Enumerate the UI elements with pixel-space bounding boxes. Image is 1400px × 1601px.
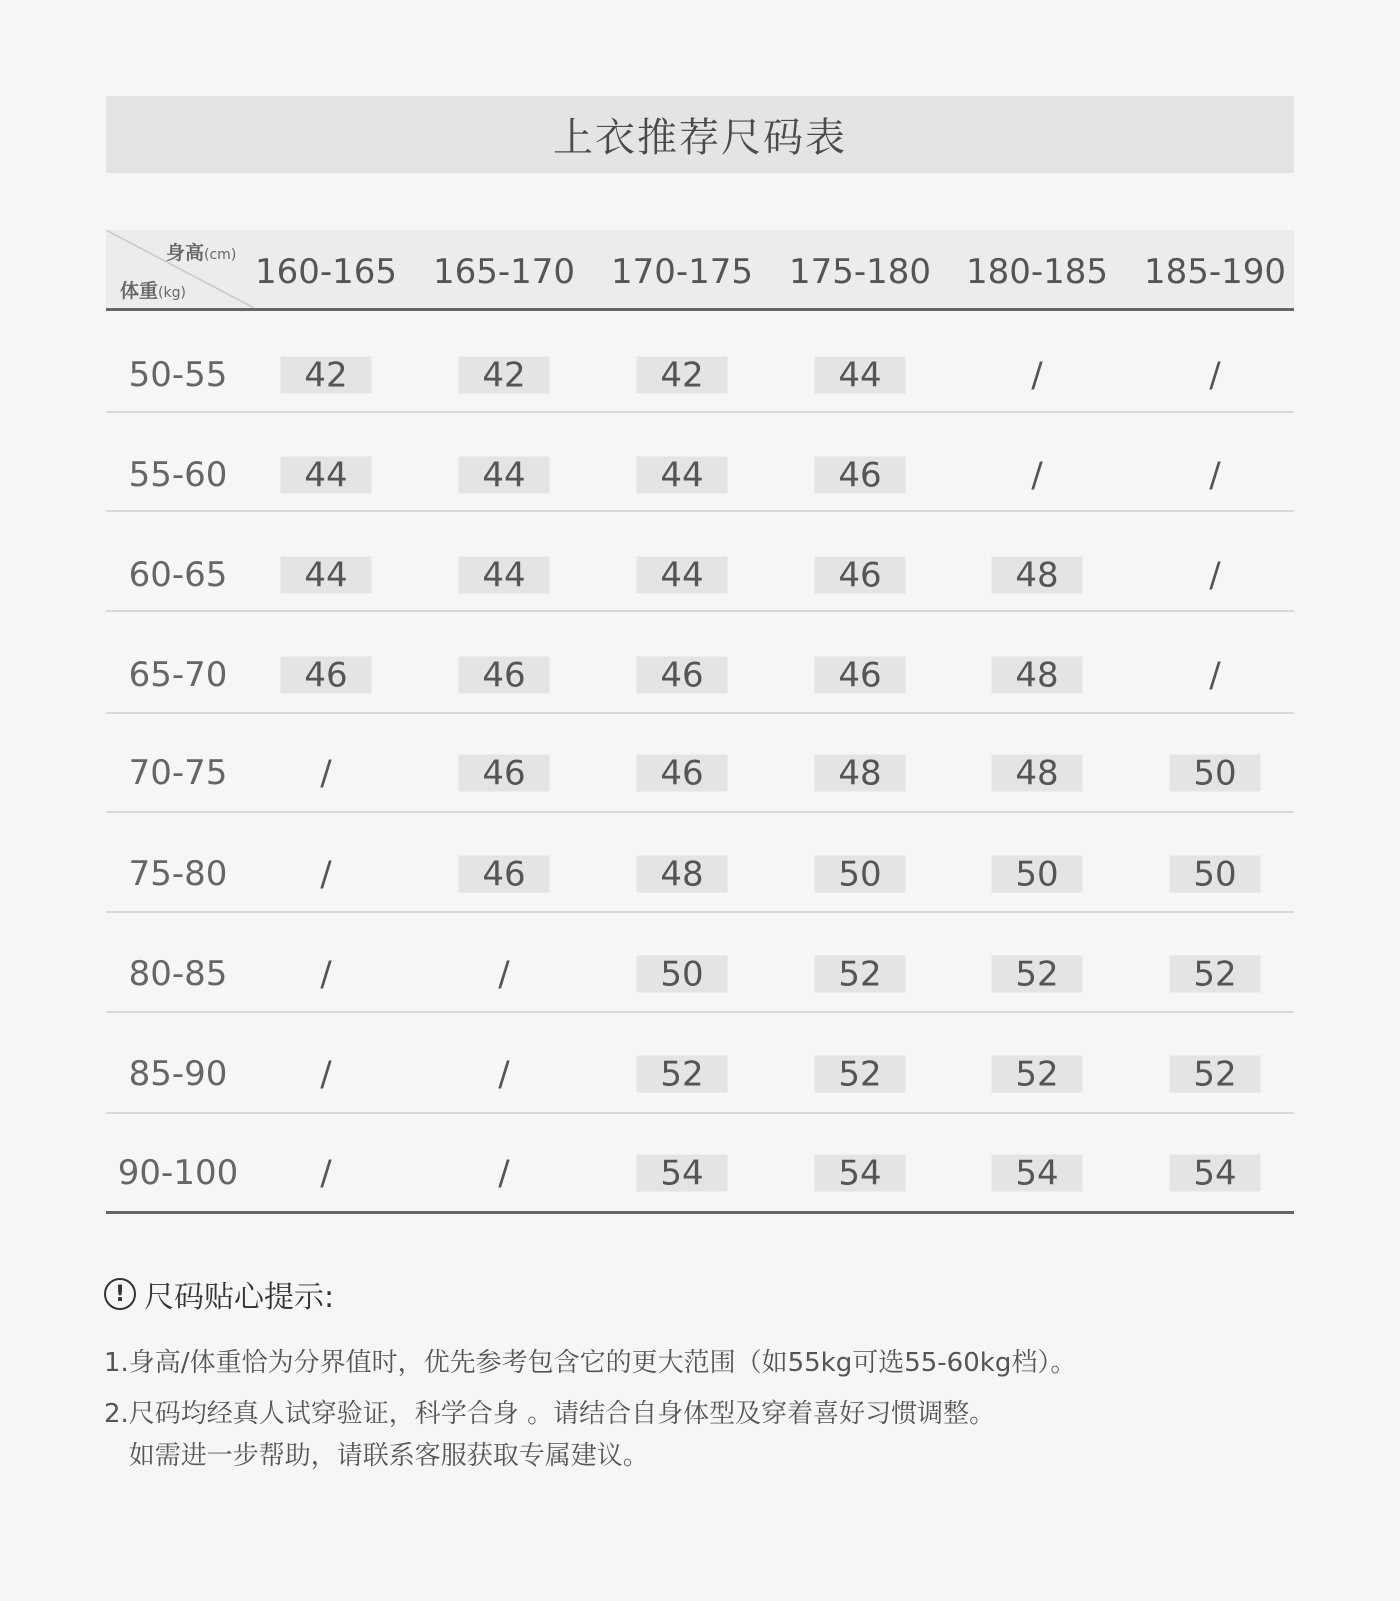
row-divider [106,1011,1294,1013]
row-divider [106,510,1294,512]
column-header-height: 175-180 [788,252,932,292]
height-label-text: 身高 [166,242,205,264]
size-cell: 54 [992,1155,1083,1192]
tip-line-2: 2.尺码均经真人试穿验证，科学合身 。请结合自身体型及穿着喜好习惯调整。 [104,1399,996,1429]
weight-unit: (kg) [158,285,186,301]
size-cell: 48 [992,755,1083,792]
row-header-weight: 80-85 [128,954,228,994]
page-title: 上衣推荐尺码表 [553,115,847,161]
row-header-weight: 65-70 [128,655,228,695]
size-cell: 54 [815,1155,906,1192]
size-cell: 48 [815,755,906,792]
row-divider [106,712,1294,714]
height-unit: (cm) [204,247,237,263]
size-cell: 52 [1170,1056,1261,1093]
size-cell: 46 [815,457,906,494]
corner-header [106,230,254,308]
row-header-weight: 70-75 [128,753,228,793]
size-cell-unavailable: / [320,753,332,793]
size-cell-unavailable: / [1031,355,1043,395]
size-cell: 42 [281,357,372,394]
size-cell: 52 [815,1056,906,1093]
row-divider [106,1112,1294,1114]
size-cell: 52 [992,956,1083,993]
size-cell: 44 [459,457,550,494]
column-header-height: 165-170 [432,252,576,292]
size-cell-unavailable: / [320,854,332,894]
column-header-height: 180-185 [965,252,1109,292]
size-cell: 46 [637,755,728,792]
size-cell: 46 [815,557,906,594]
size-cell: 52 [815,956,906,993]
row-divider [106,911,1294,913]
size-cell: 42 [637,357,728,394]
size-cell-unavailable: / [1209,355,1221,395]
column-header-height: 185-190 [1143,252,1287,292]
size-cell: 54 [637,1155,728,1192]
weight-axis-label [120,276,186,303]
size-cell-unavailable: / [498,1153,510,1193]
size-cell-unavailable: / [1209,455,1221,495]
size-cell: 48 [992,657,1083,694]
row-header-weight: 85-90 [128,1054,228,1094]
size-cell: 44 [281,557,372,594]
height-axis-label [166,238,236,265]
size-cell-unavailable: / [320,954,332,994]
row-divider [106,610,1294,612]
size-cell: 44 [281,457,372,494]
size-cell: 44 [459,557,550,594]
size-cell: 48 [637,856,728,893]
size-cell-unavailable: / [1209,655,1221,695]
header-divider [106,308,1294,311]
size-cell: 48 [992,557,1083,594]
row-header-weight: 50-55 [128,355,228,395]
size-cell: 44 [637,457,728,494]
row-divider [106,811,1294,813]
size-cell: 46 [637,657,728,694]
size-cell: 50 [1170,755,1261,792]
size-cell: 50 [637,956,728,993]
size-cell: 46 [815,657,906,694]
row-header-weight: 60-65 [128,555,228,595]
row-header-weight: 90-100 [117,1153,239,1193]
tips-heading-text: 尺码贴心提示: [144,1280,335,1315]
row-header-weight: 75-80 [128,854,228,894]
size-cell: 50 [1170,856,1261,893]
row-header-weight: 55-60 [128,455,228,495]
size-cell: 54 [1170,1155,1261,1192]
size-cell-unavailable: / [320,1054,332,1094]
size-cell-unavailable: / [320,1153,332,1193]
title-bar [106,96,1294,173]
size-cell: 52 [1170,956,1261,993]
size-cell: 46 [459,755,550,792]
size-cell: 46 [459,856,550,893]
size-cell-unavailable: / [1031,455,1043,495]
size-cell: 44 [815,357,906,394]
size-cell: 52 [637,1056,728,1093]
size-cell: 50 [992,856,1083,893]
column-header-height: 170-175 [610,252,754,292]
size-cell: 44 [637,557,728,594]
exclamation-circle-icon: ! [104,1278,136,1310]
size-cell: 50 [815,856,906,893]
row-divider [106,411,1294,413]
tips-heading [104,1272,334,1316]
size-cell-unavailable: / [498,1054,510,1094]
size-cell-unavailable: / [498,954,510,994]
weight-label-text: 体重 [120,280,159,302]
size-cell: 46 [459,657,550,694]
tip-line-3: 如需进一步帮助，请联系客服获取专属建议。 [104,1441,649,1471]
column-header-height: 160-165 [254,252,398,292]
size-cell: 42 [459,357,550,394]
table-bottom-divider [106,1211,1294,1214]
size-cell: 46 [281,657,372,694]
tip-line-1: 1.身高/体重恰为分界值时，优先参考包含它的更大范围（如55kg可选55-60kg档）。 [104,1348,1077,1378]
size-cell-unavailable: / [1209,555,1221,595]
size-cell: 52 [992,1056,1083,1093]
